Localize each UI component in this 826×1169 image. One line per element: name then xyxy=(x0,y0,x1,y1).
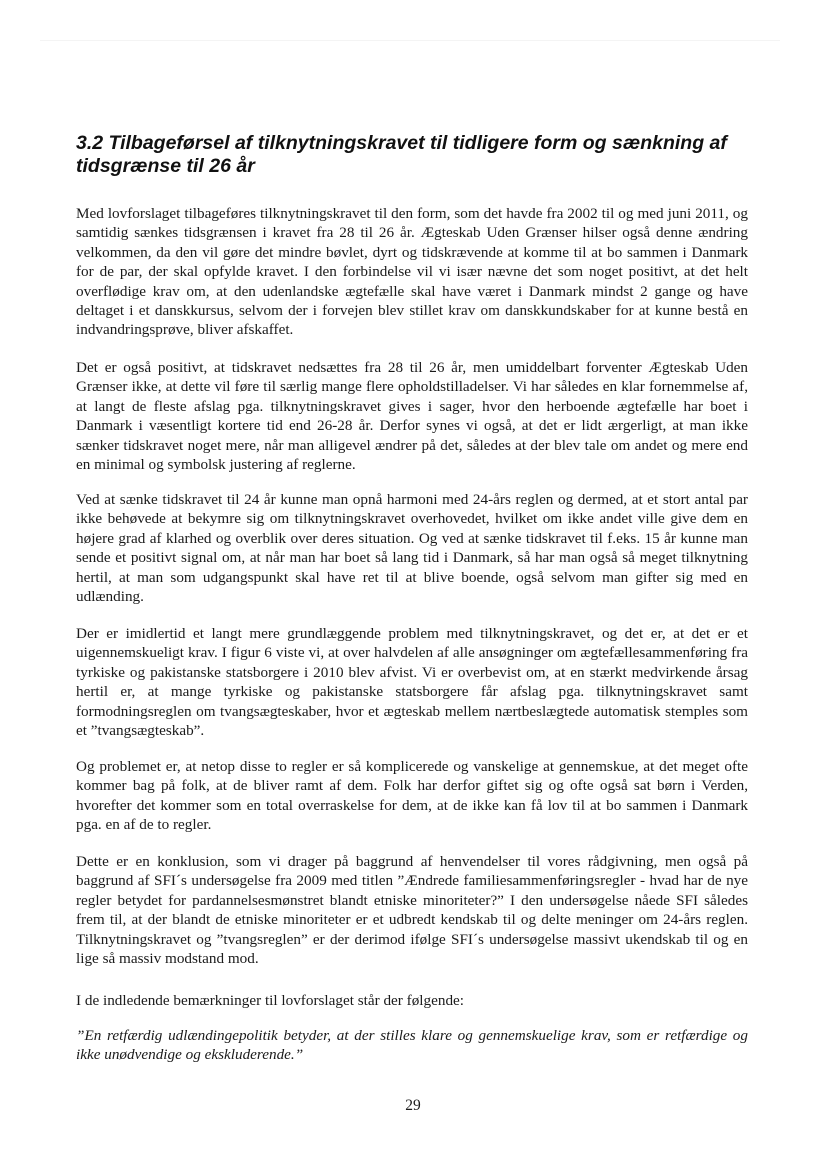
paragraph-4: Der er imidlertid et langt mere grundlæggende problem med tilknytningskravet, og det er, at det er et uigennemskueligt krav. I figur 6 viste vi, at over halvdelen af alle ansøgninger om ægtefællesammenføring fra tyrkiske og pakistanske statsborgere i 2010 blev afvist. Vi er overbevist om, at en stærkt medvirkende årsag hertil er, at mange tyrkiske og pakistanske statsborgere får afslag pga. tilknytningskravet samt formodningsreglen om tvangsægteskaber, hvor et ægteskab mellem nærtbeslægtede automatisk stemples som et ”tvangsægteskab”. xyxy=(76,625,748,740)
paragraph-6: Dette er en konklusion, som vi drager på baggrund af henvendelser til vores rådgivning, men også på baggrund af SFI´s undersøgelse fra 2009 med titlen ”Ændrede familiesammenføringsregler - hvad har de nye regler betydet for pardannelsesmønstret blandt etniske minoriteter?” I den undersøgelse nåede SFI således frem til, at der blandt de etniske minoriteter er et udbredt kendskab til og delte meninger om 24-års reglen. Tilknytningskravet og ”tvangsreglen” er der derimod ifølge SFI´s undersøgelse massivt ukendskab til og en lige så massiv modstand mod. xyxy=(76,853,748,968)
quote-paragraph: ”En retfærdig udlændingepolitik betyder, at der stilles klare og gennemskuelige krav, som er retfærdige og ikke unødvendige og ekskluderende.” xyxy=(76,1027,748,1064)
scan-edge-line xyxy=(40,40,780,41)
paragraph-2: Det er også positivt, at tidskravet nedsættes fra 28 til 26 år, men umiddelbart forventer Ægteskab Uden Grænser ikke, at dette vil føre til særlig mange flere opholdstilladelser. Vi har således en klar fornemmelse af, at langt de fleste afslag pga. tilknytningskravet gives i sager, hvor den herboende ægtefælle har boet i Danmark i væsentligt kortere tid end 26-28 år. Derfor synes vi også, at det er lidt ærgerligt, at man ikke sænker tidskravet noget mere, når man alligevel ændrer på det, således at der blev tale om andet og mere end en minimal og symbolsk justering af reglerne. xyxy=(76,359,748,474)
paragraph-7: I de indledende bemærkninger til lovforslaget står der følgende: xyxy=(76,992,465,1009)
section-heading: 3.2 Tilbageførsel af tilknytningskravet til tidligere form og sænkning af tidsgrænse til 26 år xyxy=(76,132,727,177)
paragraph-1: Med lovforslaget tilbageføres tilknytningskravet til den form, som det havde fra 2002 til og med juni 2011, og samtidig sænkes tidsgrænsen i kravet fra 28 til 26 år. Ægteskab Uden Grænser hilser også denne ændring velkommen, da den vil gøre det mindre bøvlet, dyrt og tidskrævende at komme til at bo sammen i Danmark for de par, der skal opfylde kravet. I den forbindelse vil vi især nævne det som noget positivt, at det helt overflødige krav om, at den udenlandske ægtefælle skal have været i Danmark mindst 2 gange og have deltaget i et danskkursus, selvom der i forvejen blev stillet krav om danskkundskaber for at kunne bestå en indvandringsprøve, bliver afskaffet. xyxy=(76,205,748,339)
page-number: 29 xyxy=(405,1097,421,1114)
paragraph-3: Ved at sænke tidskravet til 24 år kunne man opnå harmoni med 24-års reglen og dermed, at et stort antal par ikke behøvede at bekymre sig om tilknytningskravet overhovedet, hvilket om ikke andet ville give dem en højere grad af klarhed og overblik over deres situation. Og ved at sænke tidskravet til f.eks. 15 år kunne man sende et positivt signal om, at når man har boet så lang tid i Danmark, så har man også så meget tilknytning hertil, at man som udgangspunkt skal have ret til at blive boende, også selvom man gifter sig med en udlænding. xyxy=(76,491,748,606)
paragraph-5: Og problemet er, at netop disse to regler er så komplicerede og vanskelige at gennemskue, at det meget ofte kommer bag på folk, at de bliver ramt af dem. Folk har derfor giftet sig og ofte også sat børn i Verden, hvorefter det kommer som en total overraskelse for dem, at de ikke kan få lov til at bo sammen i Danmark pga. en af de to regler. xyxy=(76,758,748,834)
